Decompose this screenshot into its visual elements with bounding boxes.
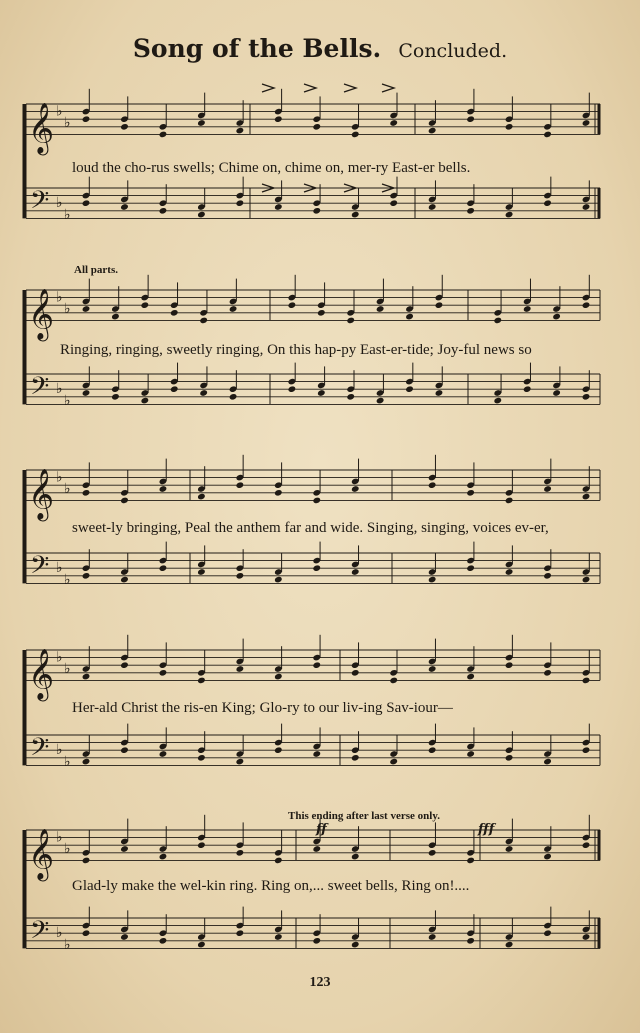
note-head: [582, 301, 591, 309]
note-head: [236, 481, 245, 489]
note-head: [274, 203, 283, 211]
note-head: [389, 119, 398, 127]
note-head: [82, 389, 91, 397]
note-head: [376, 305, 385, 313]
flat-sign: ♭: [64, 392, 71, 409]
bass-clef: 𝄢: [30, 185, 50, 221]
lyrics-line-3: sweet-ly bringing, Peal the anthem far and wide. Singing, singing, voices ev-er,: [72, 520, 549, 536]
treble-clef: 𝄞: [28, 288, 55, 340]
note-head: [543, 199, 552, 207]
note-head: [236, 127, 245, 135]
note-head: [428, 127, 437, 135]
note-head: [312, 937, 321, 945]
note-head: [288, 301, 297, 309]
note-head: [111, 393, 120, 401]
note-head: [428, 576, 437, 584]
note-head: [120, 933, 129, 941]
note-head: [543, 572, 552, 580]
accent-mark: [382, 84, 394, 92]
flat-sign: ♭: [56, 289, 63, 306]
note-head: [466, 115, 475, 123]
note-head: [346, 393, 355, 401]
flat-sign: ♭: [56, 469, 63, 486]
lyrics-line-5: Glad-ly make the wel-kin ring. Ring on,... sweet bells, Ring on!....: [72, 878, 470, 894]
note-head: [274, 933, 283, 941]
note-head: [236, 665, 245, 673]
note-head: [159, 564, 168, 572]
note-head: [466, 857, 475, 865]
note-head: [505, 845, 514, 853]
flat-sign: ♭: [56, 195, 63, 212]
note-head: [523, 385, 532, 393]
note-head: [552, 389, 561, 397]
note-head: [236, 572, 245, 580]
note-head: [582, 203, 591, 211]
note-head: [141, 301, 150, 309]
note-head: [82, 673, 91, 681]
note-head: [351, 211, 360, 219]
flat-sign: ♭: [64, 301, 71, 318]
note-head: [274, 489, 283, 497]
note-head: [197, 493, 206, 501]
note-head: [197, 568, 206, 576]
lyrics-line-1: loud the cho-rus swells; Chime on, chime on, mer-ry East-er bells.: [72, 160, 471, 176]
note-head: [351, 485, 360, 493]
note-head: [351, 568, 360, 576]
note-head: [236, 758, 245, 766]
treble-clef: 𝄞: [28, 648, 55, 700]
note-head: [274, 857, 283, 865]
note-head: [351, 669, 360, 677]
note-head: [505, 211, 514, 219]
note-head: [120, 576, 129, 584]
flat-sign: ♭: [56, 742, 63, 759]
note-head: [236, 199, 245, 207]
note-head: [312, 845, 321, 853]
flat-sign: ♭: [64, 841, 71, 858]
note-head: [120, 497, 129, 505]
note-head: [466, 937, 475, 945]
note-head: [312, 750, 321, 758]
note-head: [120, 203, 129, 211]
note-head: [159, 937, 168, 945]
note-head: [466, 207, 475, 215]
note-head: [582, 841, 591, 849]
bass-clef: 𝄢: [30, 915, 50, 951]
note-head: [466, 673, 475, 681]
all-parts-label: All parts.: [74, 264, 118, 276]
ending-note-label: This ending after last verse only.: [288, 810, 440, 822]
note-head: [582, 677, 591, 685]
flat-sign: ♭: [64, 115, 71, 132]
bass-clef: 𝄢: [30, 550, 50, 586]
note-head: [505, 123, 514, 131]
note-head: [582, 576, 591, 584]
note-head: [466, 564, 475, 572]
note-head: [582, 119, 591, 127]
note-head: [389, 758, 398, 766]
flat-sign: ♭: [56, 829, 63, 846]
note-head: [82, 199, 91, 207]
note-head: [543, 929, 552, 937]
flat-sign: ♭: [64, 481, 71, 498]
note-head: [317, 309, 326, 317]
flat-sign: ♭: [56, 103, 63, 120]
note-head: [582, 746, 591, 754]
accent-mark: [262, 84, 274, 92]
song-title: Song of the Bells.: [132, 34, 382, 63]
note-head: [405, 313, 414, 321]
note-head: [82, 305, 91, 313]
bass-clef: 𝄢: [30, 371, 50, 407]
note-head: [312, 564, 321, 572]
note-head: [405, 385, 414, 393]
note-head: [389, 677, 398, 685]
note-head: [543, 485, 552, 493]
note-head: [229, 393, 238, 401]
note-head: [466, 489, 475, 497]
note-head: [274, 115, 283, 123]
note-head: [312, 661, 321, 669]
note-head: [505, 754, 514, 762]
note-head: [428, 665, 437, 673]
note-head: [523, 305, 532, 313]
note-head: [170, 309, 179, 317]
flat-sign: ♭: [56, 381, 63, 398]
note-head: [389, 199, 398, 207]
note-head: [197, 211, 206, 219]
note-head: [197, 754, 206, 762]
note-head: [428, 849, 437, 857]
note-head: [428, 203, 437, 211]
note-head: [376, 397, 385, 405]
note-head: [543, 853, 552, 861]
flat-sign: ♭: [64, 206, 71, 223]
note-head: [159, 131, 168, 139]
lyrics-line-4: Her-ald Christ the ris-en King; Glo-ry to our liv-ing Sav-iour—: [72, 700, 453, 716]
note-head: [120, 746, 129, 754]
note-head: [236, 849, 245, 857]
flat-sign: ♭: [56, 649, 63, 666]
note-head: [120, 123, 129, 131]
note-head: [111, 313, 120, 321]
note-head: [428, 933, 437, 941]
note-head: [229, 305, 238, 313]
note-head: [141, 397, 150, 405]
note-head: [197, 841, 206, 849]
note-head: [274, 673, 283, 681]
note-head: [312, 497, 321, 505]
note-head: [199, 317, 208, 325]
note-head: [120, 661, 129, 669]
note-head: [543, 758, 552, 766]
treble-clef: 𝄞: [28, 828, 55, 880]
note-head: [159, 485, 168, 493]
dynamic-ff: ff: [316, 822, 327, 837]
note-head: [82, 115, 91, 123]
note-head: [159, 207, 168, 215]
note-head: [505, 568, 514, 576]
note-head: [82, 572, 91, 580]
note-head: [199, 389, 208, 397]
note-head: [428, 481, 437, 489]
note-head: [197, 941, 206, 949]
note-head: [428, 746, 437, 754]
dynamic-fff: fff: [478, 822, 495, 837]
note-head: [82, 857, 91, 865]
bass-clef: 𝄢: [30, 732, 50, 768]
note-head: [170, 385, 179, 393]
flat-sign: ♭: [64, 753, 71, 770]
note-head: [505, 661, 514, 669]
note-head: [120, 845, 129, 853]
flat-sign: ♭: [56, 925, 63, 942]
note-head: [82, 758, 91, 766]
note-head: [543, 669, 552, 677]
note-head: [493, 317, 502, 325]
note-head: [197, 677, 206, 685]
treble-clef: 𝄞: [28, 468, 55, 520]
note-head: [351, 754, 360, 762]
treble-clef: 𝄞: [28, 102, 55, 154]
note-head: [582, 933, 591, 941]
note-head: [312, 123, 321, 131]
note-head: [82, 929, 91, 937]
note-head: [435, 389, 444, 397]
note-head: [274, 746, 283, 754]
note-head: [552, 313, 561, 321]
note-head: [505, 497, 514, 505]
note-head: [351, 131, 360, 139]
note-head: [197, 119, 206, 127]
note-head: [466, 750, 475, 758]
note-head: [312, 207, 321, 215]
note-head: [493, 397, 502, 405]
note-head: [288, 385, 297, 393]
note-head: [159, 669, 168, 677]
note-head: [435, 301, 444, 309]
flat-sign: ♭: [56, 560, 63, 577]
note-head: [236, 929, 245, 937]
flat-sign: ♭: [64, 661, 71, 678]
song-subtitle: Concluded.: [398, 40, 508, 62]
page-number: 123: [309, 975, 331, 990]
note-head: [505, 941, 514, 949]
note-head: [82, 489, 91, 497]
accent-mark: [344, 84, 356, 92]
note-head: [582, 493, 591, 501]
lyrics-line-2: Ringing, ringing, sweetly ringing, On this hap-py East-er-tide; Joy-ful news so: [60, 342, 532, 358]
note-head: [543, 131, 552, 139]
flat-sign: ♭: [64, 571, 71, 588]
note-head: [346, 317, 355, 325]
note-head: [159, 750, 168, 758]
note-head: [159, 853, 168, 861]
flat-sign: ♭: [64, 936, 71, 953]
note-head: [351, 941, 360, 949]
accent-mark: [304, 84, 316, 92]
note-head: [317, 389, 326, 397]
note-head: [351, 853, 360, 861]
note-head: [274, 576, 283, 584]
note-head: [582, 393, 591, 401]
